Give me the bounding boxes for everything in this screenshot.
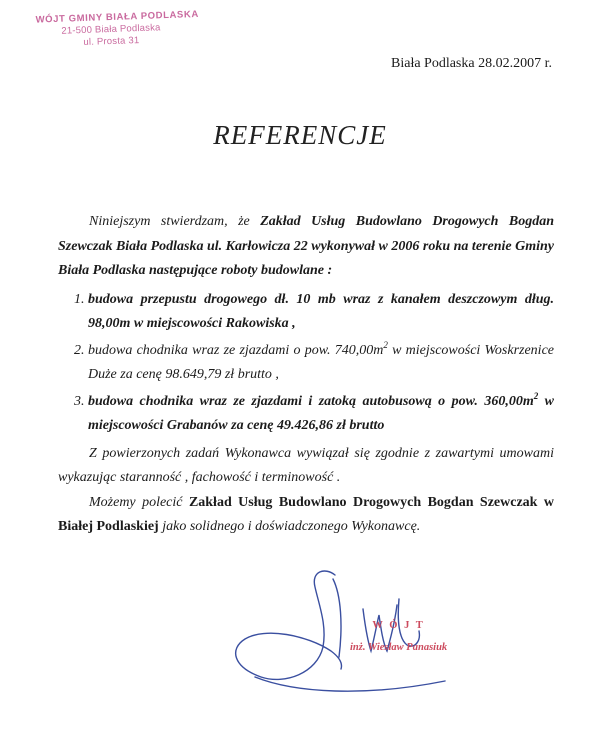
closing-paragraph: Z powierzonych zadań Wykonawca wywiązał się zgodnie z zawartymi umowami wykazując staranność , fachowość i terminowość . [58, 445, 554, 485]
list-item-text-cont: w miejscowości Woskrzenice Duże za cenę 98.649,79 zł brutto , [88, 342, 555, 382]
list-item [58, 288, 554, 337]
superscript: 2 [533, 390, 539, 401]
mayor-name: inż. Wiesław Panasiuk [350, 642, 448, 653]
works-list [58, 288, 554, 439]
letter-body [58, 210, 554, 540]
intro-text: Niniejszym stwierdzam, że [89, 214, 261, 229]
list-item-number: 2. [74, 342, 85, 358]
list-item-text: budowa przepustu drogowego dł. 10 mb wraz z kanałem deszczowym dług. 98,00m w miejscowości Rakowiska , [88, 291, 554, 331]
recommendation-company: Zakład Usług Budowlano Drogowych Bogdan Szewczak w Białej Podlaskiej [58, 494, 554, 534]
intro-company-text: Zakład Usług Budowlano Drogowych Bogdan Szewczak Biała Podlaska ul. Karłowicza 22 wykonywał w 2006 roku na terenie Gminy Biała Podlaska następujące roboty budowlane : [58, 214, 554, 278]
superscript: 2 [383, 339, 388, 350]
list-item-text-cont: w miejscowości Grabanów za cenę 49.426,86 zł brutto [88, 393, 554, 433]
letter-date: Biała Podlaska 28.02.2007 r. [391, 56, 552, 71]
list-item [58, 339, 554, 388]
stamp-line-3: ul. Prosta 31 [83, 35, 140, 48]
mayor-stamp [350, 620, 447, 653]
stamp-line-1: WÓJT GMINY BIAŁA PODLASKA [35, 8, 200, 26]
recommendation-text: Możemy polecić [89, 494, 189, 510]
page-title: REFERENCJE [213, 120, 387, 150]
list-item-number: 3. [74, 393, 85, 409]
office-stamp [35, 8, 200, 50]
recommendation-text-cont: jako solidnego i doświadczonego Wykonawcę. [158, 519, 421, 534]
list-item [58, 390, 554, 439]
mayor-role: W Ó J T [372, 620, 425, 631]
stamp-line-2: 21-500 Biała Podlaska [61, 22, 161, 37]
intro-paragraph [58, 210, 554, 284]
list-item-text: budowa chodnika wraz ze zjazdami i zatoką autobusową o pow. 360,00m [88, 393, 534, 409]
list-item-text: budowa chodnika wraz ze zjazdami o pow. 740,00m [88, 342, 384, 358]
list-item-number: 1. [74, 291, 85, 307]
recommendation-paragraph [58, 491, 554, 540]
